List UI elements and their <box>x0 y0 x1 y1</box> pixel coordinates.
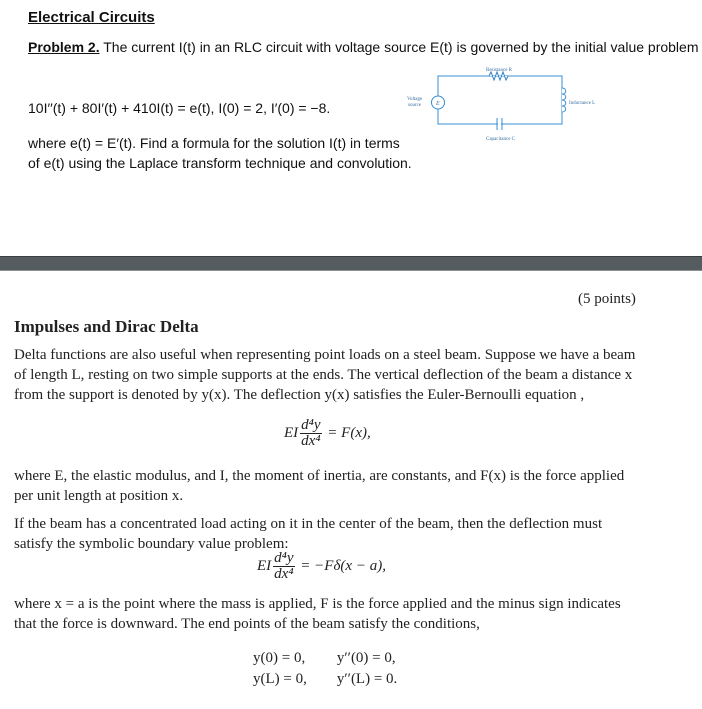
boundary-conditions <box>253 648 409 690</box>
inductance-label: Inductance L <box>569 101 596 106</box>
eq2-denominator: dx⁴ <box>274 566 294 582</box>
bc-ypp0: y′′(0) = 0, <box>336 650 396 666</box>
problem-task-line2: of e(t) using the Laplace transform technique and convolution. <box>28 155 412 171</box>
problem-task-line1: where e(t) = E′(t). Find a formula for the solution I(t) in terms <box>28 135 400 151</box>
voltage-label-line2: source <box>408 103 422 108</box>
impulse-section-title: Impulses and Dirac Delta <box>14 317 199 336</box>
capacitance-label: Capacitance C <box>486 137 516 142</box>
problem-label: Problem 2. <box>28 39 100 55</box>
eq2-fraction <box>273 551 294 582</box>
paragraph-mass-point: where x = a is the point where the mass is applied, F is the force applied and the minus sign indicates that the force is downward. The end points of the beam satisfy the conditions, <box>14 596 621 632</box>
problem-intro: The current I(t) in an RLC circuit with voltage source E(t) is governed by the initial value problem <box>99 39 699 55</box>
bc-yL: y(L) = 0, <box>253 671 307 687</box>
eq1-fraction <box>300 418 321 449</box>
bc-y0: y(0) = 0, <box>253 650 306 666</box>
initial-value-problem: 10I′′(t) + 80I′(t) + 410I(t) = e(t), I(0) = 2, I′(0) = −8. <box>28 100 331 116</box>
eq2-numerator: d⁴y <box>274 550 294 566</box>
eq2-rhs: = −Fδ(x − a), <box>296 557 386 574</box>
eq1-denominator: dx⁴ <box>301 433 321 449</box>
rlc-circuit-diagram <box>398 64 628 154</box>
eq2-ei: EI <box>257 557 272 574</box>
paragraph-concentrated-load: If the beam has a concentrated load acting on it in the center of the beam, then the deflection must satisfy the symbolic boundary value problem: <box>14 516 603 552</box>
page-divider-bar <box>0 256 702 271</box>
eq1-ei: EI <box>284 424 299 441</box>
delta-load-equation <box>257 551 386 582</box>
paragraph-beam-intro: Delta functions are also useful when representing point loads on a steel beam. Suppose we have a beam of length L, resting on two simple supports at the ends. The vertical deflection of the beam a distance x from the support is denoted by y(x). The deflection y(x) satisfies the Euler-Bernoulli equation , <box>14 347 636 403</box>
euler-bernoulli-equation <box>284 418 371 449</box>
voltage-label-line1: Voltage <box>407 97 423 102</box>
section-title: Electrical Circuits <box>28 9 155 26</box>
points-label: (5 points) <box>578 291 636 307</box>
eq1-numerator: d⁴y <box>301 417 321 433</box>
voltage-source-e: E <box>436 101 440 107</box>
bc-yppL: y′′(L) = 0. <box>336 671 398 687</box>
problem-statement <box>28 39 699 55</box>
resistor-symbol <box>489 72 508 80</box>
paragraph-constants: where E, the elastic modulus, and I, the moment of inertia, are constants, and F(x) is the force applied per unit length at position x. <box>14 468 625 504</box>
inductor-symbol <box>562 88 566 112</box>
eq1-rhs: = F(x), <box>323 424 371 441</box>
resistance-label: Resistance R <box>486 68 512 73</box>
circuit-wire <box>438 76 562 124</box>
problem-task <box>28 133 448 173</box>
